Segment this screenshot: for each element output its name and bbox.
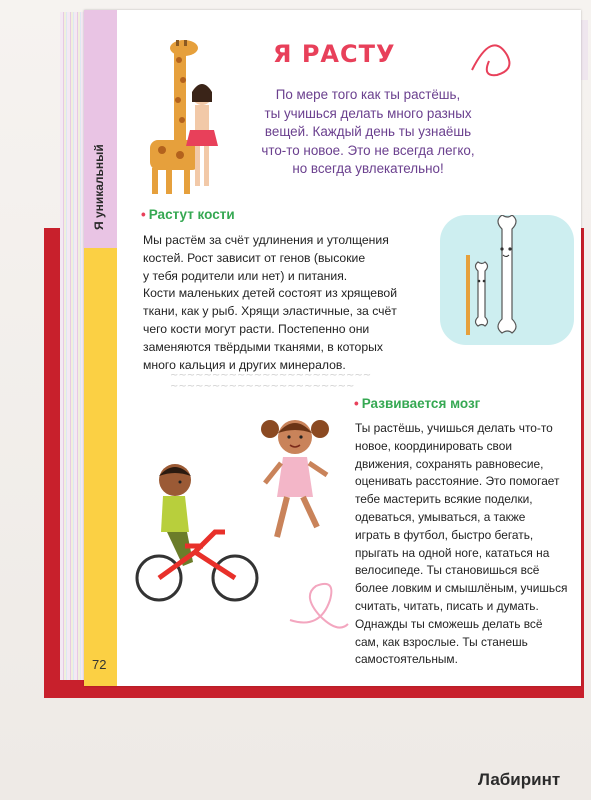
- brain-line: более ловким и смышлёным, учишься: [355, 581, 568, 596]
- brain-line: оценивать расстояние. Это помогает: [355, 474, 560, 489]
- bones-line: заменяются твёрдыми тканями, в которых: [143, 339, 383, 354]
- brain-line: движения, сохранять равновесие,: [355, 456, 544, 471]
- bullet-dot-icon: •: [354, 396, 359, 411]
- brain-line: играть в футбол, быстро бегать,: [355, 527, 534, 542]
- brain-line: самостоятельным.: [355, 652, 458, 667]
- running-girl-illustration: [255, 415, 335, 550]
- bones-line: чего кости могут расти. Постепенно они: [143, 321, 370, 336]
- bullet-dot-icon: •: [141, 207, 146, 222]
- brain-heading-label: Развивается мозг: [361, 396, 481, 411]
- bones-text: [143, 232, 397, 374]
- boy-on-bicycle-illustration: [135, 460, 260, 610]
- page-title: Я РАСТУ: [273, 40, 396, 68]
- watermark-logo: Лабиринт: [478, 770, 561, 789]
- brain-line: одеваться, умываться, а также: [355, 509, 526, 524]
- brain-line: Ты растёшь, учишься делать что-то: [355, 421, 553, 435]
- brain-line: Однажды ты сможешь делать всё: [355, 616, 543, 631]
- bones-heading-label: Растут кости: [148, 207, 235, 222]
- swirl-decoration-top: [462, 30, 522, 85]
- brain-line: сам, как взрослые. Ты станешь: [355, 634, 528, 649]
- bones-line: Кости маленьких детей состоят из хрящевой: [143, 286, 397, 301]
- section-label: Я уникальный: [92, 144, 106, 230]
- bleed-through-text: ~~~~~~~~~~~~~~~~~~~~~~~~ ~~~~~~~~~~~~~~~~~~~~~~: [170, 370, 372, 392]
- brain-line: тебе мастерить всякие поделки,: [355, 492, 533, 507]
- brain-line: прыгать на одной ноге, кататься на: [355, 545, 550, 560]
- bones-heading: [141, 207, 235, 222]
- brain-heading: [354, 396, 480, 411]
- sidebar-band-bottom: [84, 248, 117, 686]
- brain-line: считать, читать, писать и думать.: [355, 598, 539, 613]
- brain-line: новое, координировать свои: [355, 438, 512, 453]
- intro-text: [228, 86, 508, 179]
- bones-line: у тебя родители или нет) и питания.: [143, 268, 348, 283]
- intro-line: но всегда увлекательно!: [292, 161, 444, 176]
- intro-line: ты учишься делать много разных: [264, 105, 472, 121]
- intro-line: что-то новое. Это не всегда легко,: [261, 142, 475, 158]
- bones-line: Мы растём за счёт удлинения и утолщения: [143, 233, 389, 247]
- bones-line: костей. Рост зависит от генов (высокие: [143, 250, 366, 265]
- bones-line: много кальция и других минералов.: [143, 357, 346, 372]
- bones-line: ткани, как у рыб. Хрящи эластичные, за счёт: [143, 304, 397, 319]
- brain-text: [355, 420, 567, 669]
- intro-line: По мере того как ты растёшь,: [275, 87, 461, 102]
- giraffe-girl-illustration: [140, 40, 230, 195]
- page-number: 72: [92, 657, 107, 672]
- swirl-decoration-bottom: [285, 560, 355, 635]
- intro-line: вещей. Каждый день ты узнаёшь: [264, 124, 472, 139]
- brain-line: велосипеде. Ты становишься всё: [355, 563, 540, 578]
- bones-illustration: [440, 215, 574, 345]
